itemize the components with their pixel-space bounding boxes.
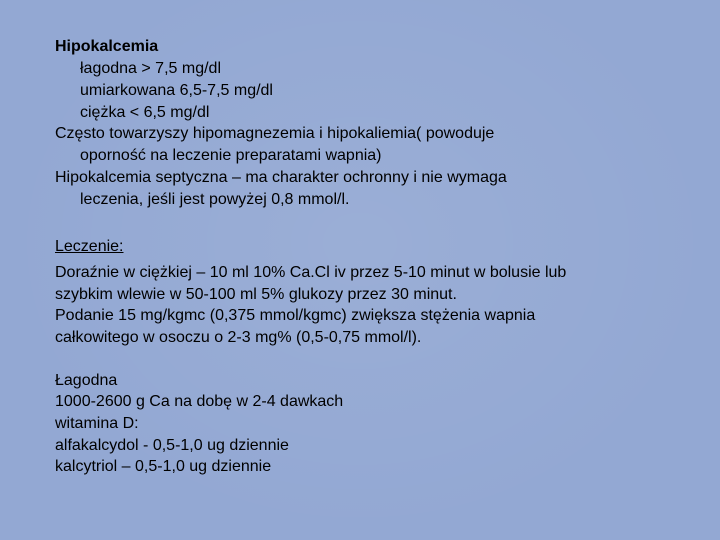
- treatment-line-3: Podanie 15 mg/kgmc (0,375 mmol/kgmc) zwiększa stężenia wapnia: [55, 307, 536, 324]
- comorbidity-line-1: Często towarzyszy hipomagnezemia i hipokaliemia( powoduje: [55, 125, 495, 142]
- slide-title: Hipokalcemia: [55, 38, 159, 55]
- vitamin-d-line: witamina D:: [55, 415, 139, 432]
- treatment-line-4: całkowitego w osoczu o 2-3 mg% (0,5-0,75 mmol/l).: [55, 329, 422, 346]
- septic-line-2: leczenia, jeśli jest powyżej 0,8 mmol/l.: [80, 191, 350, 208]
- mild-treatment-heading: Łagodna: [55, 372, 118, 389]
- severity-severe-line: ciężka < 6,5 mg/dl: [80, 104, 210, 121]
- calcitriol-line: kalcytriol – 0,5-1,0 ug dziennie: [55, 458, 272, 475]
- treatment-line-2: szybkim wlewie w 50-100 ml 5% glukozy przez 30 minut.: [55, 286, 457, 303]
- septic-line-1: Hipokalcemia septyczna – ma charakter ochronny i nie wymaga: [55, 169, 507, 186]
- severity-moderate-line: umiarkowana 6,5-7,5 mg/dl: [80, 82, 273, 99]
- severity-mild-line: łagodna > 7,5 mg/dl: [80, 60, 221, 77]
- comorbidity-line-2: oporność na leczenie preparatami wapnia): [80, 147, 382, 164]
- alfacalcidol-line: alfakalcydol - 0,5-1,0 ug dziennie: [55, 437, 289, 454]
- treatment-line-1: Doraźnie w ciężkiej – 10 ml 10% Ca.Cl iv przez 5-10 minut w bolusie lub: [55, 264, 567, 281]
- calcium-dose-line: 1000-2600 g Ca na dobę w 2-4 dawkach: [55, 393, 344, 410]
- treatment-heading: Leczenie:: [55, 238, 124, 255]
